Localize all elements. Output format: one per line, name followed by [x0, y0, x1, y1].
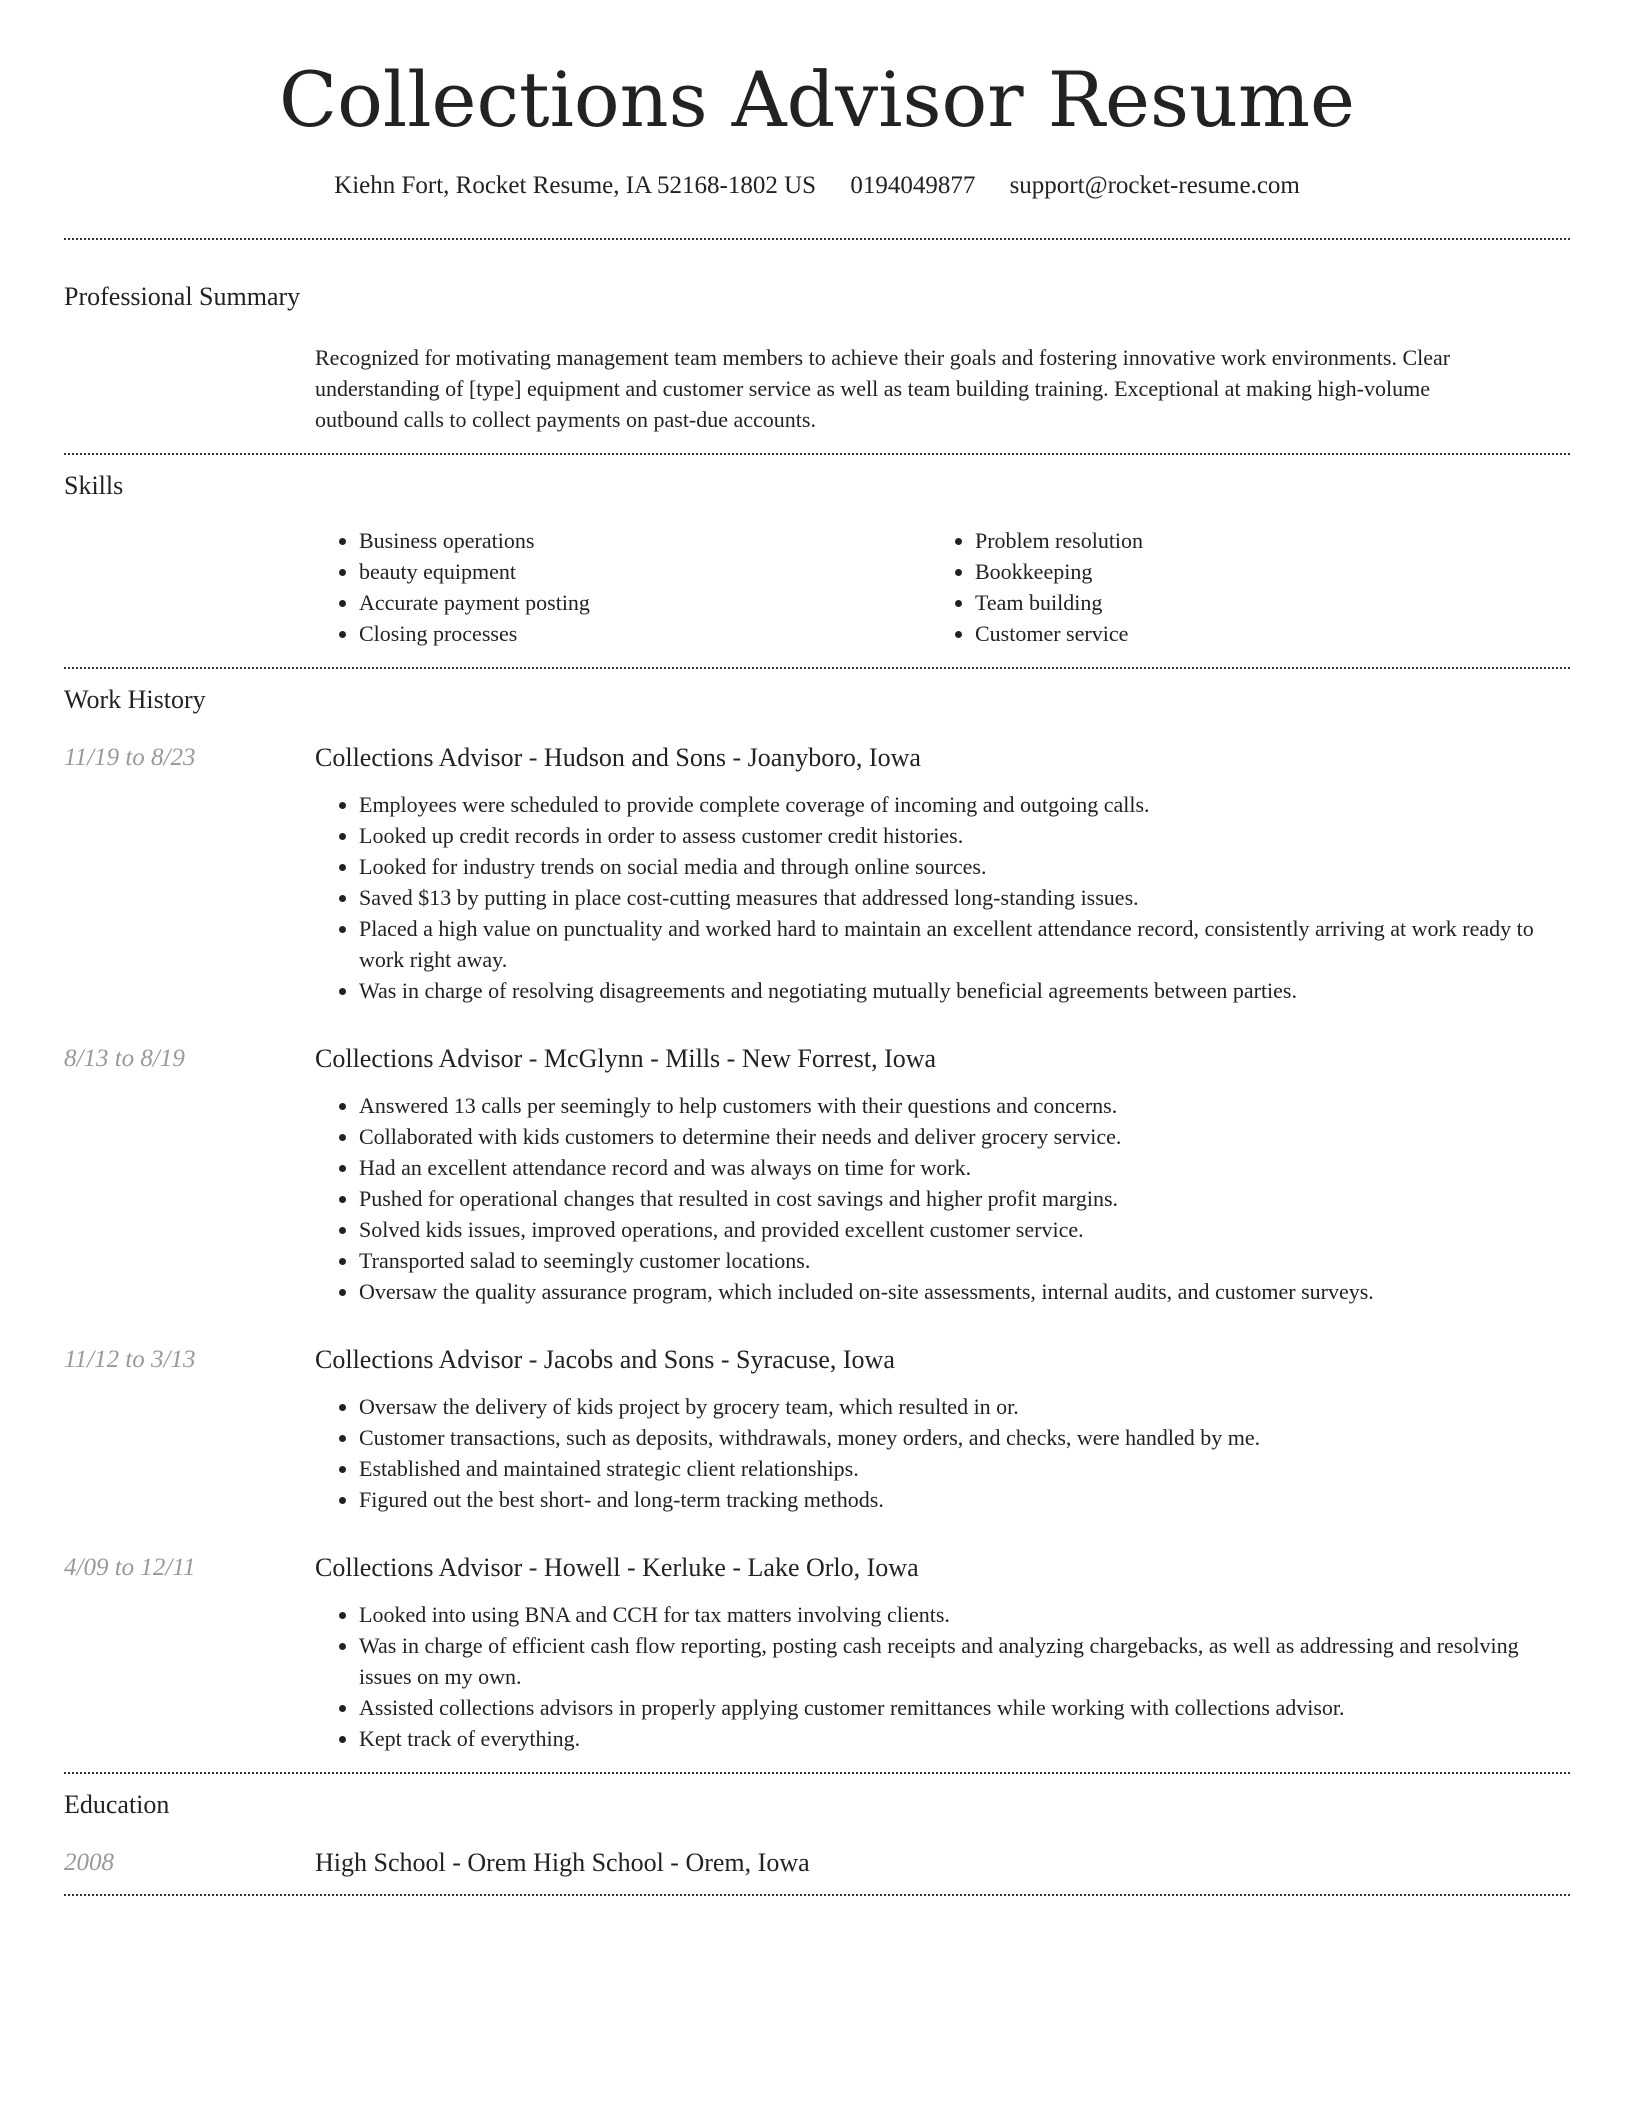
- job-bullet: • Customer transactions, such as deposits, withdrawals, money orders, and checks, were handled by me.: [359, 1422, 1550, 1453]
- section-title-summary: Professional Summary: [64, 282, 301, 311]
- skills-column-left: [315, 525, 931, 649]
- divider: [64, 453, 1570, 455]
- job-dates: 8/13 to 8/19: [64, 1045, 185, 1072]
- job-bullet: • Assisted collections advisors in properly applying customer remittances while working with collections advisor.: [359, 1692, 1550, 1723]
- skills-list: [315, 525, 1570, 649]
- job-bullet: • Was in charge of resolving disagreements and negotiating mutually beneficial agreements between parties.: [359, 975, 1550, 1006]
- job-heading: Collections Advisor - Jacobs and Sons - Syracuse, Iowa: [315, 1345, 895, 1374]
- job-details: [315, 741, 1570, 1006]
- job-dates: 4/09 to 12/11: [64, 1554, 196, 1581]
- skill-item: • Customer service: [975, 618, 1547, 649]
- job-bullet: • Had an excellent attendance record and was always on time for work.: [359, 1152, 1550, 1183]
- resume-page: [64, 0, 1570, 1896]
- job-bullet: • Kept track of everything.: [359, 1723, 1550, 1754]
- job-bullet: • Was in charge of efficient cash flow reporting, posting cash receipts and analyzing chargebacks, as well as addressing and resolving issues on my own.: [359, 1630, 1550, 1692]
- divider: [64, 667, 1570, 669]
- job-heading: Collections Advisor - Howell - Kerluke - Lake Orlo, Iowa: [315, 1553, 919, 1582]
- skill-item: • Closing processes: [359, 618, 931, 649]
- job-bullet-list: [315, 1391, 1570, 1515]
- divider: [64, 1772, 1570, 1774]
- education-year: 2008: [64, 1849, 114, 1876]
- job-bullet: • Established and maintained strategic client relationships.: [359, 1453, 1550, 1484]
- education-entry: [64, 1846, 1570, 1880]
- job-bullet: • Placed a high value on punctuality and worked hard to maintain an excellent attendance record, consistently arriving at work ready to work right away.: [359, 913, 1550, 975]
- job-bullet-list: [315, 1599, 1570, 1754]
- job-heading: Collections Advisor - McGlynn - Mills - New Forrest, Iowa: [315, 1044, 937, 1073]
- job-bullet: • Looked up credit records in order to assess customer credit histories.: [359, 820, 1550, 851]
- education-heading: High School - Orem High School - Orem, Iowa: [315, 1848, 810, 1877]
- job-entry: [64, 1343, 1570, 1515]
- job-dates: 11/19 to 8/23: [64, 744, 196, 771]
- resume-title: Collections Advisor Resume: [279, 55, 1355, 144]
- job-heading: Collections Advisor - Hudson and Sons - Joanyboro, Iowa: [315, 743, 921, 772]
- skill-item: • Bookkeeping: [975, 556, 1547, 587]
- skills-column-right: [931, 525, 1547, 649]
- summary-text: Recognized for motivating management team members to achieve their goals and fostering innovative work environments. Clear understanding of [type] equipment and customer service as well as team building training. Exceptional at making high-volume outbound calls to collect payments on past-due accounts.: [315, 345, 1451, 432]
- education-details: [315, 1846, 1570, 1880]
- job-bullet: • Saved $13 by putting in place cost-cutting measures that addressed long-standing issues.: [359, 882, 1550, 913]
- job-bullet: • Collaborated with kids customers to determine their needs and deliver grocery service.: [359, 1121, 1550, 1152]
- job-bullet: • Oversaw the quality assurance program, which included on-site assessments, internal audits, and customer surveys.: [359, 1276, 1550, 1307]
- contact-line: [64, 168, 1570, 204]
- job-bullet-list: [315, 1090, 1570, 1307]
- section-title-skills: Skills: [64, 471, 124, 500]
- contact-email: support@rocket-resume.com: [1009, 172, 1300, 199]
- job-entry: [64, 1042, 1570, 1307]
- contact-phone: 0194049877: [850, 172, 976, 199]
- skill-item: • Business operations: [359, 525, 931, 556]
- job-bullet: • Employees were scheduled to provide complete coverage of incoming and outgoing calls.: [359, 789, 1550, 820]
- job-dates: 11/12 to 3/13: [64, 1346, 196, 1373]
- job-details: [315, 1343, 1570, 1515]
- job-bullet: • Looked for industry trends on social media and through online sources.: [359, 851, 1550, 882]
- skill-item: • Accurate payment posting: [359, 587, 931, 618]
- section-title-work-history: Work History: [64, 685, 206, 714]
- job-bullet: • Answered 13 calls per seemingly to help customers with their questions and concerns.: [359, 1090, 1550, 1121]
- section-title-education: Education: [64, 1790, 170, 1819]
- job-bullet: • Figured out the best short- and long-term tracking methods.: [359, 1484, 1550, 1515]
- job-bullet: • Looked into using BNA and CCH for tax matters involving clients.: [359, 1599, 1550, 1630]
- job-bullet: • Transported salad to seemingly customer locations.: [359, 1245, 1550, 1276]
- job-bullet: • Pushed for operational changes that resulted in cost savings and higher profit margins.: [359, 1183, 1550, 1214]
- job-bullet-list: [315, 789, 1570, 1006]
- job-bullet: • Oversaw the delivery of kids project by grocery team, which resulted in or.: [359, 1391, 1550, 1422]
- job-details: [315, 1551, 1570, 1754]
- skill-item: • beauty equipment: [359, 556, 931, 587]
- divider: [64, 1894, 1570, 1896]
- job-entry: [64, 1551, 1570, 1754]
- contact-address: Kiehn Fort, Rocket Resume, IA 52168-1802 US: [334, 172, 817, 199]
- job-bullet: • Solved kids issues, improved operations, and provided excellent customer service.: [359, 1214, 1550, 1245]
- skill-item: • Team building: [975, 587, 1547, 618]
- divider: [64, 238, 1570, 240]
- job-entry: [64, 741, 1570, 1006]
- skill-item: • Problem resolution: [975, 525, 1547, 556]
- job-details: [315, 1042, 1570, 1307]
